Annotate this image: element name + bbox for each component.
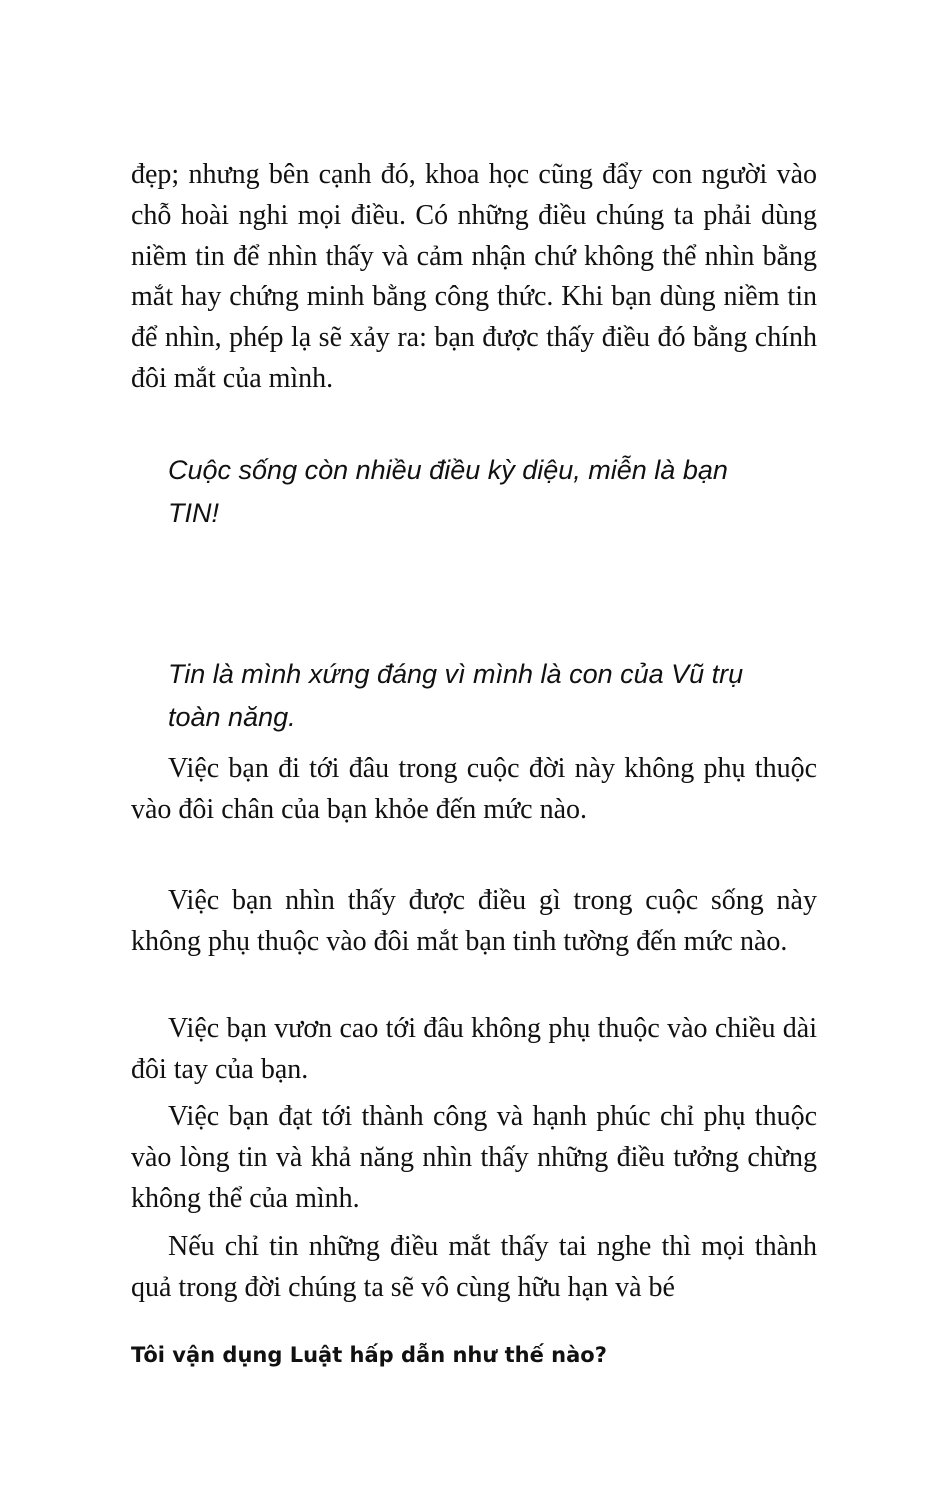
quote-miracle: Cuộc sống còn nhiều điều kỳ diệu, miễn là bạn TIN! (168, 455, 728, 528)
paragraph-intro: đẹp; nhưng bên cạnh đó, khoa học cũng đẩy con người vào chỗ hoài nghi mọi điều. Có những điều chúng ta phải dùng niềm tin để nhìn thấy và cảm nhận chứ không thể nhìn bằng mắt hay chứng minh bằng công thức. Khi bạn dùng niềm tin để nhìn, phép lạ sẽ xảy ra: bạn được thấy điều đó bằng chính đôi mắt của mình. (131, 159, 817, 394)
paragraph-arms: Việc bạn vươn cao tới đâu không phụ thuộc vào chiều dài đôi tay của bạn. (131, 1013, 817, 1085)
footer-heading: Tôi vận dụng Luật hấp dẫn như thế nào? (131, 1343, 607, 1367)
paragraph-legs: Việc bạn đi tới đâu trong cuộc đời này không phụ thuộc vào đôi chân của bạn khỏe đến mức nào. (131, 753, 817, 825)
paragraph-success: Việc bạn đạt tới thành công và hạnh phúc chỉ phụ thuộc vào lòng tin và khả năng nhìn thấy những điều tưởng chừng không thể của mình. (131, 1101, 817, 1214)
quote-worthy: Tin là mình xứng đáng vì mình là con của Vũ trụ toàn năng. (168, 659, 744, 732)
paragraph-belief: Nếu chỉ tin những điều mắt thấy tai nghe thì mọi thành quả trong đời chúng ta sẽ vô cùng hữu hạn và bé (131, 1231, 817, 1303)
paragraph-eyes: Việc bạn nhìn thấy được điều gì trong cuộc sống này không phụ thuộc vào đôi mắt bạn tinh tường đến mức nào. (131, 885, 817, 957)
